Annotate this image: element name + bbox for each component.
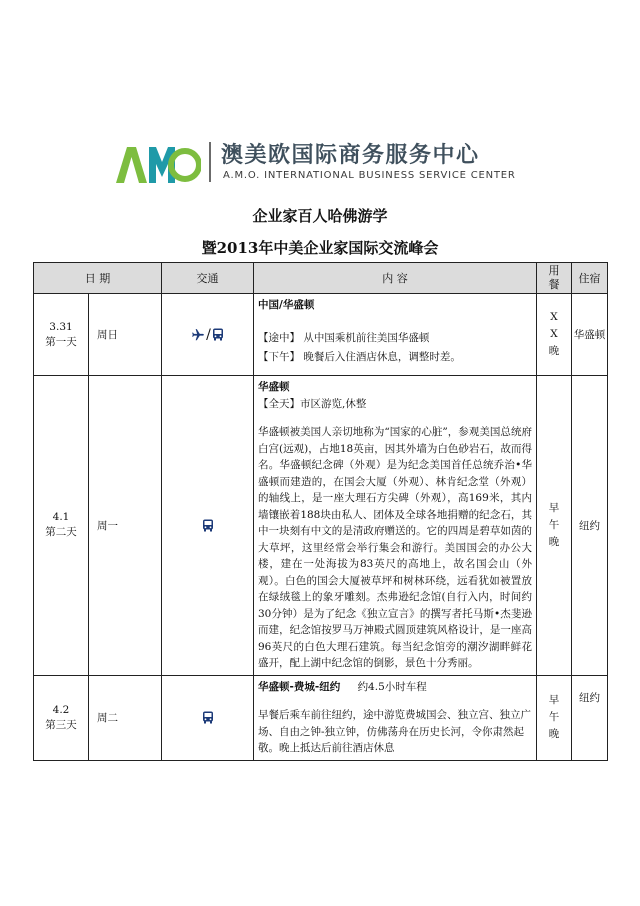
meal-lunch: 午 [548,518,560,531]
meal-lunch: X [550,328,558,340]
hotel-cell: 纽约 [572,675,608,760]
day-subtitle: 华盛顿 [258,381,290,393]
table-header-row [34,263,608,294]
document-title: 企业家百人哈佛游学 [252,207,388,225]
transport-cell [162,294,254,376]
content-paragraph: 【途中】 从中国乘机前往美国华盛顿 [258,331,430,344]
content-cell [254,294,537,376]
bus-icon [202,711,214,724]
day-subtitle: 中国/华盛顿 [258,299,315,311]
bus-icon [212,328,224,341]
header-meals: 用 餐 [537,263,572,294]
meal-dinner: 晚 [548,535,560,548]
date-value: 4.1 [52,511,70,524]
hotel-cell: 纽约 [572,376,608,676]
date-cell [34,376,89,676]
header-date: 日 期 [34,263,162,294]
itinerary-table [33,262,608,761]
meal-breakfast: 早 [548,501,560,514]
date-cell [34,675,89,760]
weekday: 周二 [89,675,162,760]
hotel-cell: 华盛顿 [572,294,608,376]
meal-dinner: 晚 [548,345,560,357]
content-cell [254,675,537,760]
document-subtitle: 暨2013年中美企业家国际交流峰会 [201,239,439,257]
bus-icon [202,519,214,532]
company-name-en: A.M.O. INTERNATIONAL BUSINESS SERVICE CENTER [223,170,516,181]
day-number: 第三天 [45,718,77,731]
weekday: 周日 [89,294,162,376]
meals-cell [537,675,572,760]
content-paragraph: 【下午】 晚餐后入住酒店休息，调整时差。 [258,351,461,363]
meal-breakfast: X [550,311,558,323]
subtitle-note: 约4.5小时车程 [357,680,427,693]
table-row [34,294,608,376]
logo-divider [209,142,211,182]
content-cell [254,376,537,676]
amo-logo-icon [113,142,201,186]
meals-cell [537,294,572,376]
meal-dinner: 晚 [548,728,560,740]
meal-breakfast: 早 [548,694,560,706]
transport-separator: / [206,326,211,343]
table-row [34,376,608,676]
content-paragraph: 华盛顿被美国人亲切地称为“国家的心脏”，参观美国总统府白宫(远观)，占地18英亩，因其外墙为白色砂岩石，故而得名。华盛顿纪念碑（外观）是为纪念美国首任总统乔治•华盛顿而建造的，在国会大厦（外观）、林肯纪念堂（外观）的轴线上，是一座大理石方尖碑（外观），高169米，其内墙镶嵌着188块由私人、团体及全球各地捐赠的纪念石，其中一块刻有中文的是清政府赠送的。它的四周是碧草如茵的大草坪，这里经常会举行集会和游行。美国国会的办公大楼，建在一处海拔为83英尺的高地上，故名国会山（外观）。白色的国会大厦被草坪和树林环绕，远看犹如被置放在绿绒毯上的象牙雕刻。杰弗逊纪念馆(自行入内，时间约30分钟）是为了纪念《独立宣言》的撰写者托马斯•杰斐逊而建，纪念馆按罗马万神殿式圆顶建筑风格设计，是一座高96英尺的白色大理石建筑。每当纪念馆旁的潮汐湖畔鲜花盛开，配上湖中纪念馆的倒影，景色十分秀丽。 [258,426,532,669]
day-number: 第二天 [45,526,77,539]
brand-header [113,138,533,190]
day-subtitle: 华盛顿-费城-纽约 [258,680,341,693]
date-value: 3.31 [49,320,73,333]
header-hotel: 住宿 [572,263,608,294]
transport-cell [162,376,254,676]
content-paragraph: 早餐后乘车前往纽约，途中游览费城国会、独立宫、独立广场、自由之钟-独立钟，仿佛荡舟在历史长河，令你肃然起敬。晚上抵达后前往酒店休息 [258,709,531,754]
table-row [34,675,608,760]
meals-cell [537,376,572,676]
header-transport: 交通 [162,263,254,294]
content-paragraph: 【全天】市区游览,休整 [258,397,367,410]
day-number: 第一天 [45,335,77,348]
date-value: 4.2 [52,703,70,716]
transport-cell [162,675,254,760]
meal-lunch: 午 [548,711,560,723]
plane-icon [191,328,205,342]
company-name-cn: 澳美欧国际商务服务中心 [221,143,480,168]
weekday: 周一 [89,376,162,676]
date-cell [34,294,89,376]
header-content: 内 容 [254,263,537,294]
